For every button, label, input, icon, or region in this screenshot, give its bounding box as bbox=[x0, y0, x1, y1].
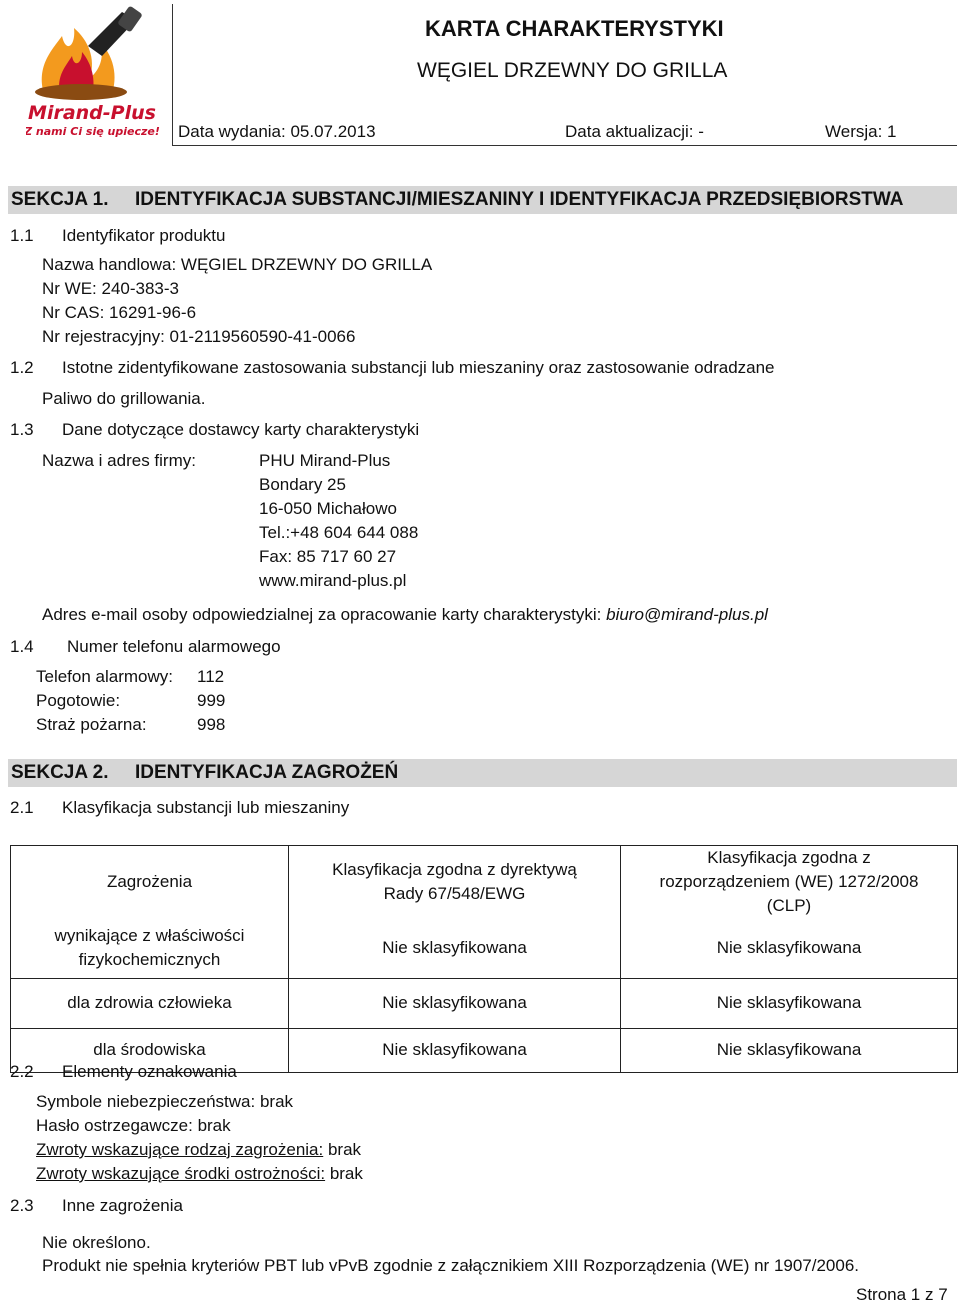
trade-name-label: Nazwa handlowa: bbox=[42, 255, 181, 274]
table-cell-value: Nie sklasyfikowana bbox=[621, 978, 958, 1028]
company-logo bbox=[26, 6, 164, 138]
table-cell-value: Nie sklasyfikowana bbox=[621, 1028, 958, 1072]
subsection-1-4-title: Numer telefonu alarmowego bbox=[67, 637, 281, 656]
issue-date: Data wydania: 05.07.2013 bbox=[178, 122, 376, 141]
subsection-2-2-title: Elementy oznakowania bbox=[62, 1062, 237, 1081]
subsection-2-2-number: 2.2 bbox=[10, 1062, 34, 1081]
emergency-value: 112 bbox=[197, 667, 225, 686]
subsection-1-3-number: 1.3 bbox=[10, 420, 34, 439]
precautionary-statements-value: brak bbox=[325, 1164, 363, 1183]
hazard-statements-label: Zwroty wskazujące rodzaj zagrożenia: bbox=[36, 1140, 324, 1159]
page-number: Strona 1 z 7 bbox=[856, 1285, 948, 1304]
ambulance-label: Pogotowie: bbox=[36, 691, 121, 710]
subsection-2-3-title: Inne zagrożenia bbox=[62, 1196, 183, 1215]
table-header-hazards: Zagrożenia bbox=[11, 846, 289, 919]
hazard-symbols: Symbole niebezpieczeństwa: brak bbox=[36, 1092, 294, 1111]
hazard-statements-value: brak bbox=[323, 1140, 362, 1159]
cas-number: Nr CAS: 16291-96-6 bbox=[42, 303, 197, 322]
company-label: Nazwa i adres firmy: bbox=[42, 451, 196, 470]
table-header-clp: Klasyfikacja zgodna z rozporządzeniem (WE) 1272/2008 (CLP) bbox=[621, 846, 958, 919]
section-2-header bbox=[8, 759, 957, 787]
hazard-classification-table bbox=[10, 845, 958, 1073]
use-text: Paliwo do grillowania. bbox=[42, 389, 206, 408]
subsection-1-1-title: Identyfikator produktu bbox=[62, 226, 226, 245]
email-line bbox=[42, 605, 768, 625]
logo-brand: Mirand-Plus bbox=[28, 102, 156, 124]
table-cell-label: wynikające z właściwości fizykochemicznych bbox=[11, 918, 289, 978]
company-city: 16-050 Michałowo bbox=[259, 499, 397, 518]
trade-name: WĘGIEL DRZEWNY DO GRILLA bbox=[180, 255, 433, 274]
section-2-title: IDENTYFIKACJA ZAGROŻEŃ bbox=[135, 762, 399, 783]
table-header-directive: Klasyfikacja zgodna z dyrektywą Rady 67/548/EWG bbox=[289, 846, 621, 919]
table-cell-label: dla zdrowia człowieka bbox=[11, 978, 289, 1028]
pbt-statement: Produkt nie spełnia kryteriów PBT lub vPvB zgodnie z załącznikiem XIII Rozporządzenia (WE) nr 1907/2006. bbox=[42, 1256, 860, 1275]
subsection-2-1-title: Klasyfikacja substancji lub mieszaniny bbox=[62, 798, 350, 817]
we-number: Nr WE: 240-383-3 bbox=[42, 279, 179, 298]
section-1-header bbox=[8, 186, 957, 214]
subsection-1-4-number: 1.4 bbox=[10, 637, 34, 656]
update-date: Data aktualizacji: - bbox=[565, 122, 704, 141]
precautionary-statements-label: Zwroty wskazujące środki ostrożności: bbox=[36, 1164, 326, 1183]
ambulance-value: 999 bbox=[197, 691, 226, 710]
email-label: Adres e-mail osoby odpowiedzialnej za opracowanie karty charakterystyki: bbox=[42, 605, 607, 624]
subsection-1-1-number: 1.1 bbox=[10, 226, 34, 245]
fire-brigade-label: Straż pożarna: bbox=[36, 715, 147, 734]
subsection-2-3-number: 2.3 bbox=[10, 1196, 34, 1215]
header-divider-vertical bbox=[172, 4, 173, 145]
trade-name-line bbox=[42, 255, 432, 275]
document-subtitle: WĘGIEL DRZEWNY DO GRILLA bbox=[417, 59, 728, 82]
company-fax: Fax: 85 717 60 27 bbox=[259, 547, 397, 566]
company-website[interactable]: www.mirand-plus.pl bbox=[259, 571, 407, 590]
subsection-2-1-number: 2.1 bbox=[10, 798, 34, 817]
table-cell-value: Nie sklasyfikowana bbox=[621, 918, 958, 978]
table-cell-value: Nie sklasyfikowana bbox=[289, 1028, 621, 1072]
table-cell-label: dla środowiska bbox=[11, 1028, 289, 1072]
table-row bbox=[11, 846, 958, 919]
subsection-1-3-title: Dane dotyczące dostawcy karty charakterystyki bbox=[62, 420, 420, 439]
document-title: KARTA CHARAKTERYSTYKI bbox=[425, 16, 724, 41]
company-street: Bondary 25 bbox=[259, 475, 346, 494]
other-hazards-text: Nie określono. bbox=[42, 1233, 151, 1252]
company-phone: Tel.:+48 604 644 088 bbox=[259, 523, 419, 542]
fire-brigade-value: 998 bbox=[197, 715, 226, 734]
header-divider bbox=[172, 145, 957, 146]
signal-word: Hasło ostrzegawcze: brak bbox=[36, 1116, 231, 1135]
section-2-number: SEKCJA 2. bbox=[11, 762, 109, 783]
hazard-statements bbox=[36, 1140, 361, 1160]
precautionary-statements bbox=[36, 1164, 363, 1184]
logo-slogan: Z nami Ci się upiecze! bbox=[26, 125, 160, 138]
section-1-title: IDENTYFIKACJA SUBSTANCJI/MIESZANINY I IDENTYFIKACJA PRZEDSIĘBIORSTWA bbox=[135, 189, 904, 210]
version: Wersja: 1 bbox=[825, 122, 897, 141]
table-row bbox=[11, 918, 958, 978]
table-cell-value: Nie sklasyfikowana bbox=[289, 978, 621, 1028]
subsection-1-2-number: 1.2 bbox=[10, 358, 34, 377]
section-1-number: SEKCJA 1. bbox=[11, 189, 109, 210]
email-link[interactable]: biuro@mirand-plus.pl bbox=[606, 605, 768, 624]
registration-number: Nr rejestracyjny: 01-2119560590-41-0066 bbox=[42, 327, 356, 346]
table-cell-value: Nie sklasyfikowana bbox=[289, 918, 621, 978]
table-row bbox=[11, 978, 958, 1028]
company-name: PHU Mirand-Plus bbox=[259, 451, 391, 470]
subsection-1-2-title: Istotne zidentyfikowane zastosowania substancji lub mieszaniny oraz zastosowanie odradzane bbox=[62, 358, 775, 377]
emergency-label: Telefon alarmowy: bbox=[36, 667, 174, 686]
